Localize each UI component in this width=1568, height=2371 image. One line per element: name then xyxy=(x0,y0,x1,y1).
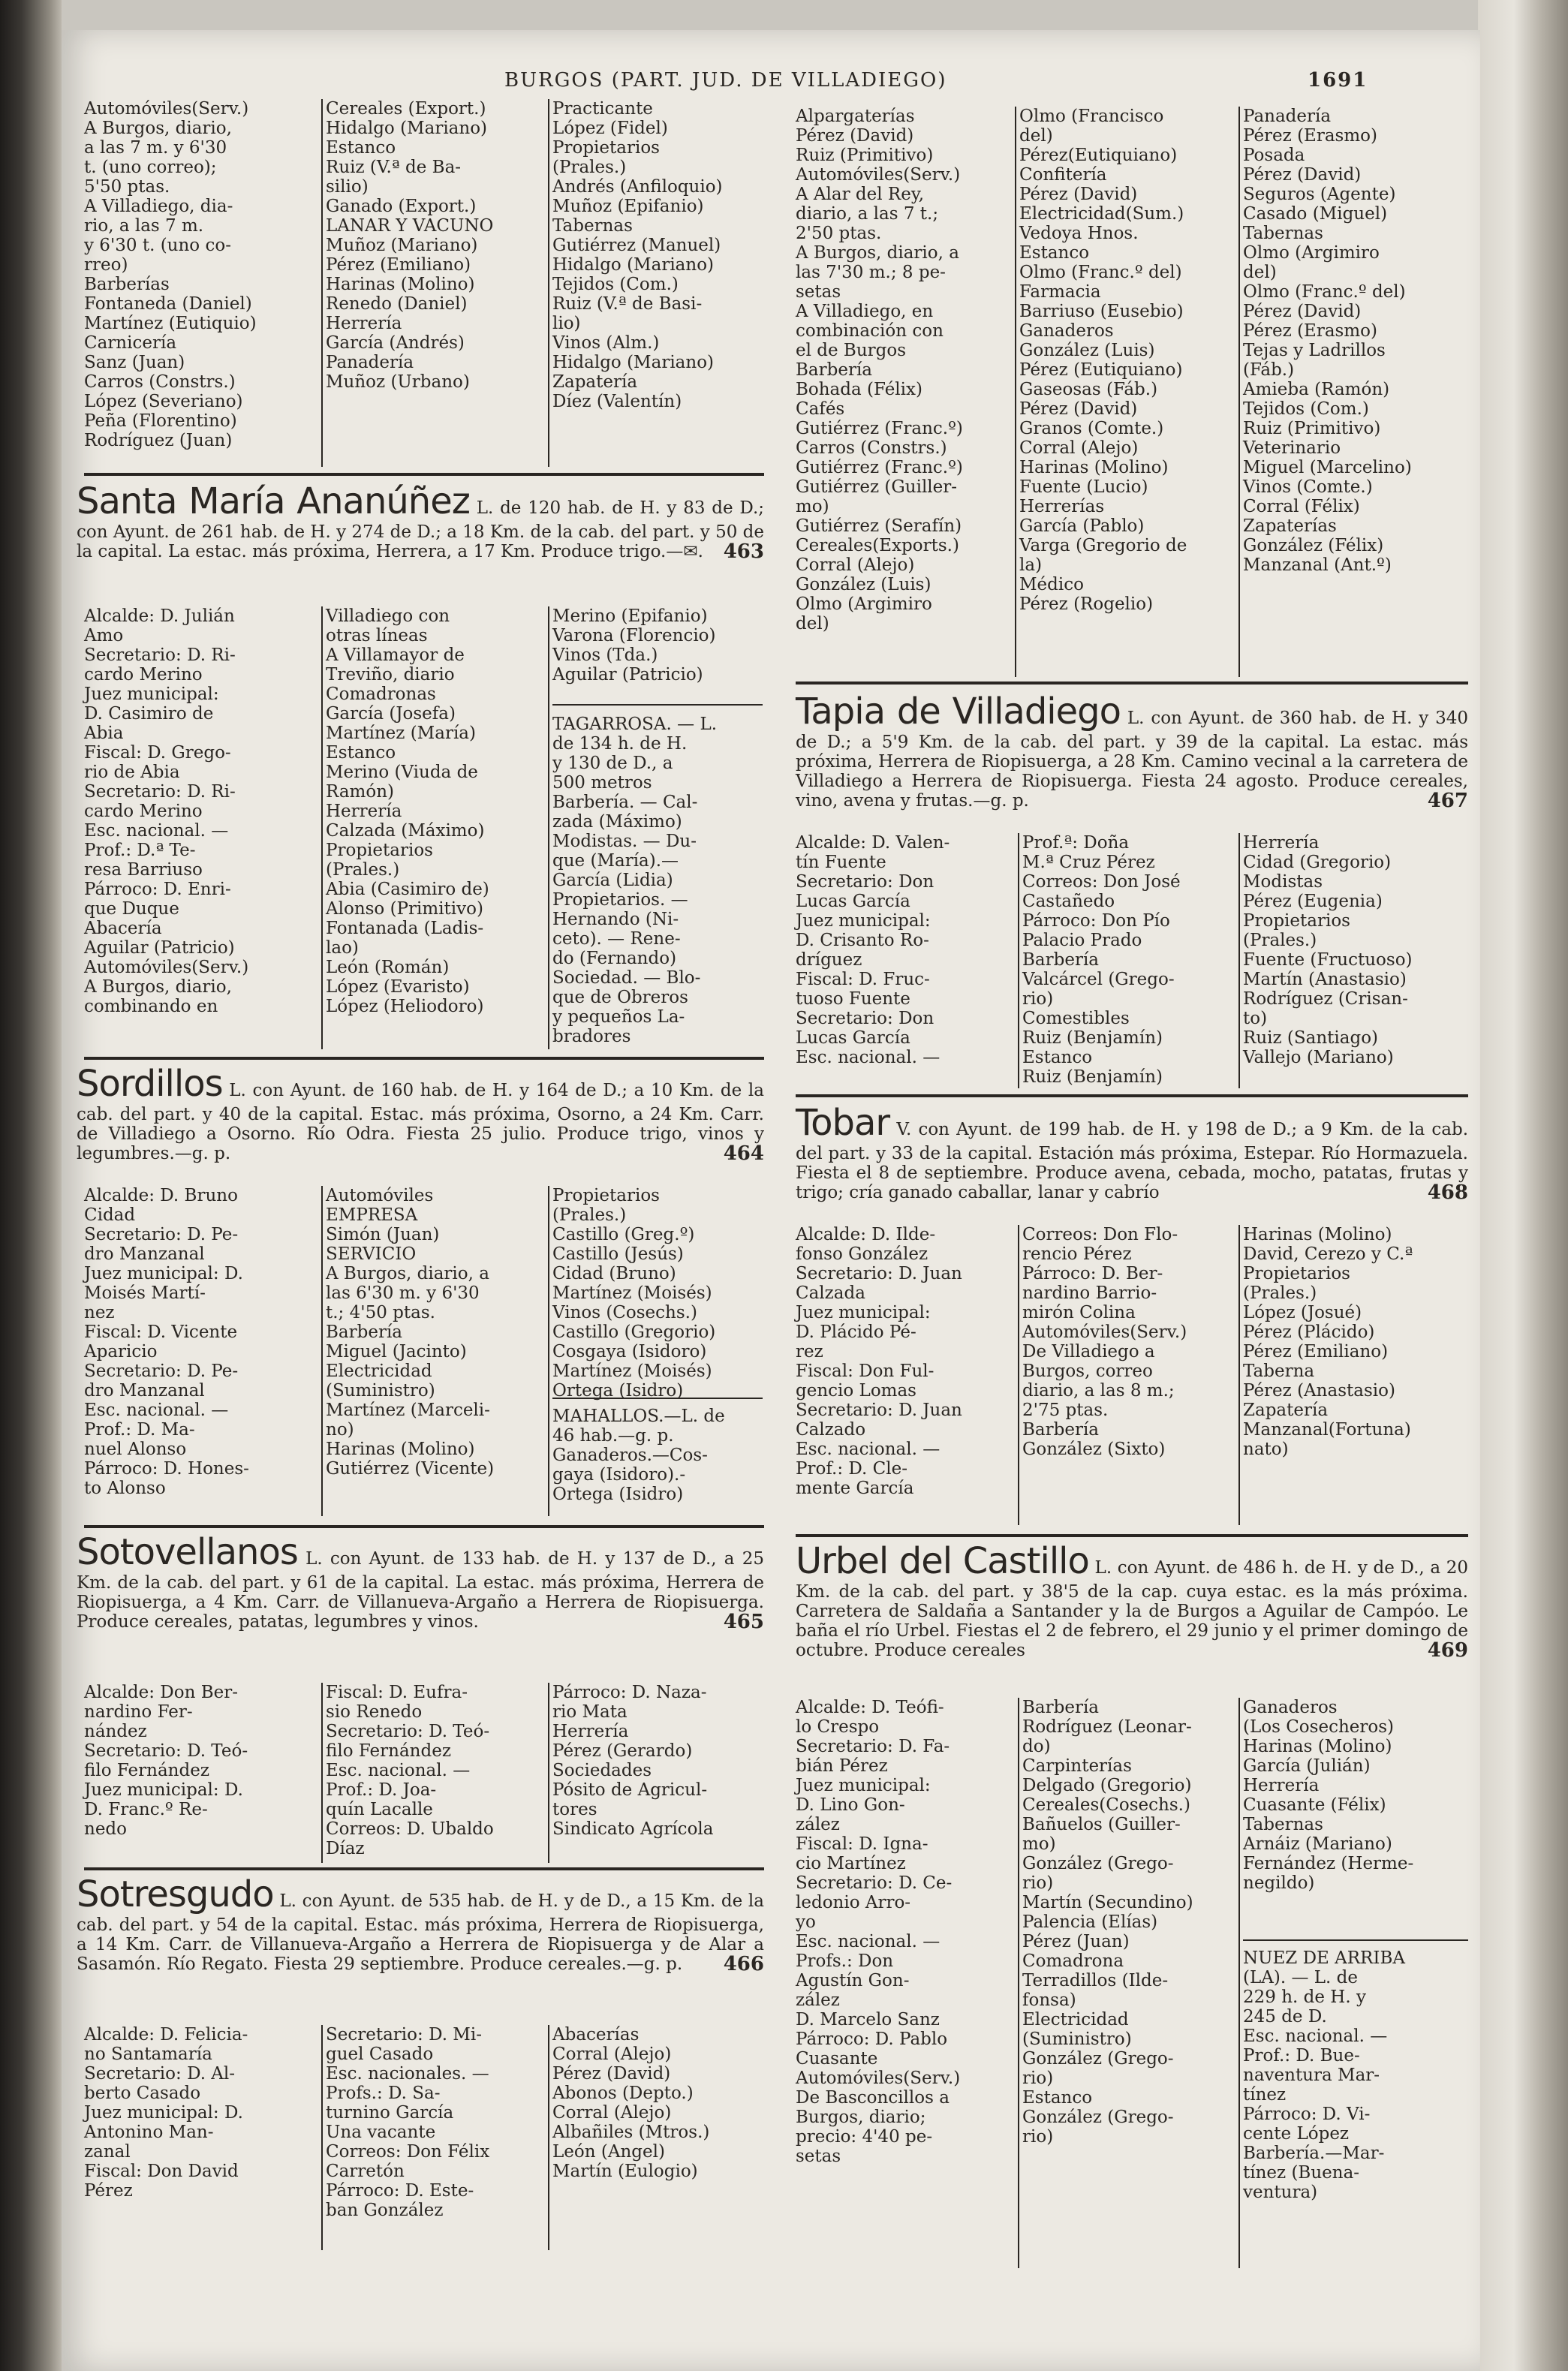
divider xyxy=(1238,833,1240,1088)
sotresgudo-col-3: Abacerías Corral (Alejo) Pérez (David) Abonos (Depto.) Corral (Alejo) Albañiles (Mtros.) León (Angel) Martín (Eulogio) xyxy=(552,2025,710,2181)
town-name: Tapia de Villadiego xyxy=(796,691,1121,733)
top-col-3: Practicante López (Fidel) Propietarios (Prales.) Andrés (Anfiloquio) Muñoz (Epifanio) Tabernas Gutiérrez (Manuel) Hidalgo (Mariano) Tejidos (Com.) Ruiz (V.ª de Basi- lio) Vinos (Alm.) Hidalgo (Mariano) Zapatería Díez (Valentín) xyxy=(552,99,723,411)
divider xyxy=(1238,1225,1240,1525)
entry-sotresgudo xyxy=(77,1873,764,1974)
divider xyxy=(321,1186,323,1516)
sub-rule xyxy=(1243,1939,1468,1941)
sotovellanos-col-3: Párroco: D. Naza- rio Mata Herrería Pérez (Gerardo) Sociedades Pósito de Agricul- tores Sindicato Agrícola xyxy=(552,1683,714,1839)
top-col-5: Olmo (Francisco del) Pérez(Eutiquiano) Confitería Pérez (David) Electricidad(Sum.) Vedoya Hnos. Estanco Olmo (Franc.º del) Farmacia Barriuso (Eusebio) Ganaderos González (Luis) Pérez (Eutiquiano) Gaseosas (Fáb.) Pérez (David) Granos (Comte.) Corral (Alejo) Harinas (Molino) Fuente (Lucio) Herrerías García (Pablo) Varga (Gregorio de la) Médico Pérez (Rogelio) xyxy=(1019,107,1187,614)
entry-sordillos xyxy=(77,1063,764,1163)
tapia-col-2: Prof.ª: Doña M.ª Cruz Pérez Correos: Don José Castañedo Párroco: Don Pío Palacio Prado Barbería Valcárcel (Grego- rio) Comestibles Ruiz (Benjamín) Estanco Ruiz (Benjamín) xyxy=(1022,833,1181,1087)
town-name: Sotovellanos xyxy=(77,1531,298,1573)
divider xyxy=(548,606,549,1049)
santa-col-3: Merino (Epifanio) Varona (Florencio) Vinos (Tda.) Aguilar (Patricio) xyxy=(552,606,716,685)
town-intro: L. con Ayunt. de 486 h. de H. y de D., a 20 Km. de la cab. del part. y 38'5 de la cap. cuya estac. es la más próxima. Carretera de Saldaña a Santander y la de Burgos a Aguilar de Campóo. Le baña el río Urbel. Fiestas el 2 de febrero, el 29 junio y el primer domingo de octubre. Produce cereales xyxy=(796,1558,1469,1660)
divider xyxy=(548,1683,549,1863)
section-rule xyxy=(84,1525,764,1528)
urbel-subentry-nuez-de-arriba: NUEZ DE ARRIBA (LA). — L. de 229 h. de H. y 245 de D. Esc. nacional. — Prof.: D. Bue- naventura Mar- tínez Párroco: D. Vi- cente López Barbería.—Mar- tínez (Buena- ventura) xyxy=(1243,1948,1405,2202)
divider xyxy=(1238,1698,1240,2268)
divider xyxy=(321,1683,323,1863)
top-col-1: Automóviles(Serv.) A Burgos, diario, a las 7 m. y 6'30 t. (uno correo); 5'50 ptas. A Villadiego, dia- rio, a las 7 m. y 6'30 t. (uno co- rreo) Barberías Fontaneda (Daniel) Martínez (Eutiquio) Carnicería Sanz (Juan) Carros (Constrs.) López (Severiano) Peña (Florentino) Rodríguez (Juan) xyxy=(84,99,257,450)
sub-rule xyxy=(552,704,763,706)
divider xyxy=(1018,833,1019,1088)
divider xyxy=(1015,107,1016,677)
divider xyxy=(321,2025,323,2250)
divider xyxy=(321,99,323,467)
entry-number: 464 xyxy=(723,1142,764,1165)
section-rule xyxy=(84,473,764,476)
directory-page xyxy=(62,30,1480,2371)
entry-number: 463 xyxy=(723,540,764,563)
entry-tobar xyxy=(796,1102,1468,1202)
book-page-edges-right xyxy=(1478,0,1568,2371)
town-name: Sordillos xyxy=(77,1063,223,1105)
running-head: BURGOS (PART. JUD. DE VILLADIEGO) xyxy=(504,69,947,92)
sordillos-col-2: Automóviles EMPRESA Simón (Juan) SERVICIO A Burgos, diario, a las 6'30 m. y 6'30 t.; 4'50 ptas. Barbería Miguel (Jacinto) Electricidad (Suministro) Martínez (Marceli- no) Harinas (Molino) Gutiérrez (Vicente) xyxy=(326,1186,495,1479)
divider xyxy=(1018,1225,1019,1525)
santa-subentry-tagarrosa: TAGARROSA. — L. de 134 h. de H. y 130 de D., a 500 metros Barbería. — Cal- zada (Máximo) Modistas. — Du- que (María).— García (Lidia) Propietarios. — Hernando (Ni- ceto). — Rene- do (Fernando) Sociedad. — Blo- que de Obreros y pequeños La- bradores xyxy=(552,715,718,1046)
section-rule xyxy=(796,1094,1468,1097)
town-intro: L. con Ayunt. de 360 hab. de H. y 340 de D.; a 5'9 Km. de la cab. del part. y 39 de la capital. La estac. más próxima, Herrera de Riopisuerga, a 28 Km. Camino vecinal a la carretera de Villadiego a Herrera de Riopisuerga. Fiesta 24 agosto. Produce cereales, vino, avena y frutas.—g. p. xyxy=(796,709,1468,811)
divider xyxy=(548,99,549,467)
entry-number: 465 xyxy=(723,1611,764,1633)
sotresgudo-col-2: Secretario: D. Mi- guel Casado Esc. nacionales. — Profs.: D. Sa- turnino García Una vacante Correos: Don Félix Carretón Párroco: D. Este- ban González xyxy=(326,2025,490,2220)
tapia-col-1: Alcalde: D. Valen- tín Fuente Secretario: Don Lucas García Juez municipal: D. Crisanto Ro- dríguez Fiscal: D. Fruc- tuoso Fuente Secretario: Don Lucas García Esc. nacional. — xyxy=(796,833,950,1067)
urbel-col-1: Alcalde: D. Teófi- lo Crespo Secretario: D. Fa- bián Pérez Juez municipal: D. Lino Gon- zález Fiscal: D. Igna- cio Martínez Secretario: D. Ce- ledonio Arro- yo Esc. nacional. — Profs.: Don Agustín Gon- zález D. Marcelo Sanz Párroco: D. Pablo Cuasante Automóviles(Serv.) De Basconcillos a Burgos, diario; precio: 4'40 pe- setas xyxy=(796,1698,961,2166)
entry-tapia-de-villadiego xyxy=(796,691,1468,811)
top-col-6: Panadería Pérez (Erasmo) Posada Pérez (David) Seguros (Agente) Casado (Miguel) Tabernas Olmo (Argimiro del) Olmo (Franc.º del) Pérez (David) Pérez (Erasmo) Tejas y Ladrillos (Fáb.) Amieba (Ramón) Tejidos (Com.) Ruiz (Primitivo) Veterinario Miguel (Marcelino) Vinos (Comte.) Corral (Félix) Zapaterías González (Félix) Manzanal (Ant.º) xyxy=(1243,107,1412,575)
tobar-col-3: Harinas (Molino) David, Cerezo y C.ª Propietarios (Prales.) López (Josué) Pérez (Plácido) Pérez (Emiliano) Taberna Pérez (Anastasio) Zapatería Manzanal(Fortuna) nato) xyxy=(1243,1225,1413,1459)
section-rule xyxy=(796,682,1468,685)
book-binding-left xyxy=(0,0,62,2371)
sordillos-col-1: Alcalde: D. Bruno Cidad Secretario: D. Pe- dro Manzanal Juez municipal: D. Moisés Martí- nez Fiscal: D. Vicente Aparicio Secretario: D. Pe- dro Manzanal Esc. nacional. — Prof.: D. Ma- nuel Alonso Párroco: D. Hones- to Alonso xyxy=(84,1186,249,1498)
entry-number: 467 xyxy=(1427,790,1468,812)
top-col-4: Alpargaterías Pérez (David) Ruiz (Primitivo) Automóviles(Serv.) A Alar del Rey, diario, a las 7 t.; 2'50 ptas. A Burgos, diario, a las 7'30 m.; 8 pe- setas A Villadiego, en combinación con el de Burgos Barbería Bohada (Félix) Cafés Gutiérrez (Franc.º) Carros (Constrs.) Gutiérrez (Franc.º) Gutiérrez (Guiller- mo) Gutiérrez (Serafín) Cereales(Exports.) Corral (Alejo) González (Luis) Olmo (Argimiro del) xyxy=(796,107,963,633)
page-number: 1691 xyxy=(1308,69,1368,92)
town-intro: L. con Ayunt. de 160 hab. de H. y 164 de D.; a 10 Km. de la cab. del part. y 40 de la capital. Estac. más próxima, Osorno, a 24 Km. Carr. de Villadiego a Osorno. Río Odra. Fiesta 25 julio. Produce trigo, vinos y legumbres.—g. p. xyxy=(77,1081,765,1163)
town-intro: L. con Ayunt. de 535 hab. de H. y de D., a 15 Km. de la cab. del part. y 54 de la capital. Estac. más próxima, Herrera de Riopisuerga, a 14 Km. Carr. de Villanueva-Argaño a Herrera de Riopisuerga y de Alar a Sasamón. Río Regato. Fiesta 29 septiembre. Produce cereales.—g. p. xyxy=(77,1891,764,1974)
entry-urbel-del-castillo xyxy=(796,1540,1468,1660)
sotresgudo-col-1: Alcalde: D. Felicia- no Santamaría Secretario: D. Al- berto Casado Juez municipal: D. Antonino Man- zanal Fiscal: Don David Pérez xyxy=(84,2025,248,2201)
divider xyxy=(321,606,323,1049)
tobar-col-2: Correos: Don Flo- rencio Pérez Párroco: D. Ber- nardino Barrio- mirón Colina Automóviles(Serv.) De Villadiego a Burgos, correo diario, a las 8 m.; 2'75 ptas. Barbería González (Sixto) xyxy=(1022,1225,1187,1459)
town-intro: L. de 120 hab. de H. y 83 de D.; con Ayunt. de 261 hab. de H. y 274 de D.; a 18 Km. de la cab. del part. y 50 de la capital. La estac. más próxima, Herrera, a 17 Km. Produce trigo.—✉. xyxy=(77,498,765,561)
urbel-col-3: Ganaderos (Los Cosecheros) Harinas (Molino) García (Julián) Herrería Cuasante (Félix) Tabernas Arnáiz (Mariano) Fernández (Herme- negildo) xyxy=(1243,1698,1414,1893)
town-intro: L. con Ayunt. de 133 hab. de H. y 137 de D., a 25 Km. de la cab. del part. y 61 de la capital. La estac. más próxima, Herrera de Riopisuerga, a 4 Km. Carr. de Villanueva-Argaño a Herrera de Riopisuerga. Produce cereales, patatas, legumbres y vinos. xyxy=(77,1549,765,1632)
sordillos-subentry-mahallos: MAHALLOS.—L. de 46 hab.—g. p. Ganaderos.—Cos- gaya (Isidoro).- Ortega (Isidro) xyxy=(552,1407,725,1504)
town-intro: V. con Ayunt. de 199 hab. de H. y 198 de D.; a 9 Km. de la cab. del part. y 33 de la capital. Estación más próxima, Estepar. Río Hormazuela. Fiesta el 8 de septiembre. Produce avena, cebada, mocho, patatas, frutas y trigo; cría ganado caballar, lanar y cabrío xyxy=(796,1120,1469,1202)
entry-number: 469 xyxy=(1427,1639,1468,1662)
santa-col-2: Villadiego con otras líneas A Villamayor de Treviño, diario Comadronas García (Josefa) Martínez (María) Estanco Merino (Viuda de Ramón) Herrería Calzada (Máximo) Propietarios (Prales.) Abia (Casimiro de) Alonso (Primitivo) Fontanada (Ladis- lao) León (Román) López (Evaristo) López (Heliodoro) xyxy=(326,606,489,1016)
section-rule xyxy=(796,1534,1468,1537)
top-col-2: Cereales (Export.) Hidalgo (Mariano) Estanco Ruiz (V.ª de Ba- silio) Ganado (Export.) LANAR Y VACUNO Muñoz (Mariano) Pérez (Emiliano) Harinas (Molino) Renedo (Daniel) Herrería García (Andrés) Panadería Muñoz (Urbano) xyxy=(326,99,494,392)
entry-santa-maria-ananunez xyxy=(77,480,764,561)
tapia-col-3: Herrería Cidad (Gregorio) Modistas Pérez (Eugenia) Propietarios (Prales.) Fuente (Fructuoso) Martín (Anastasio) Rodríguez (Crisan- to) Ruiz (Santiago) Vallejo (Mariano) xyxy=(1243,833,1413,1067)
sotovellanos-col-2: Fiscal: D. Eufra- sio Renedo Secretario: D. Teó- filo Fernández Esc. nacional. — Prof.: D. Joa- quín Lacalle Correos: D. Ubaldo Díaz xyxy=(326,1683,494,1858)
entry-number: 466 xyxy=(723,1953,764,1975)
section-rule xyxy=(84,1057,764,1060)
town-name: Sotresgudo xyxy=(77,1873,274,1915)
entry-sotovellanos xyxy=(77,1531,764,1632)
section-rule xyxy=(84,1867,764,1870)
town-name: Tobar xyxy=(796,1102,890,1144)
divider xyxy=(1238,107,1240,677)
sotovellanos-col-1: Alcalde: Don Ber- nardino Fer- nández Secretario: D. Teó- filo Fernández Juez municipal: D. D. Franc.º Re- nedo xyxy=(84,1683,248,1839)
sordillos-col-3: Propietarios (Prales.) Castillo (Greg.º) Castillo (Jesús) Cidad (Bruno) Martínez (Moisés) Vinos (Cosechs.) Castillo (Gregorio) Cosgaya (Isidoro) Martínez (Moisés) Ortega (Isidro) xyxy=(552,1186,716,1401)
urbel-col-2: Barbería Rodríguez (Leonar- do) Carpinterías Delgado (Gregorio) Cereales(Cosechs.) Bañuelos (Guiller- mo) González (Grego- rio) Martín (Secundino) Palencia (Elías) Pérez (Juan) Comadrona Terradillos (Ilde- fonsa) Electricidad (Suministro) González (Grego- rio) Estanco González (Grego- rio) xyxy=(1022,1698,1193,2147)
divider xyxy=(548,2025,549,2250)
town-name: Santa María Ananúñez xyxy=(77,480,470,522)
town-name: Urbel del Castillo xyxy=(796,1540,1089,1582)
tobar-col-1: Alcalde: D. Ilde- fonso González Secretario: D. Juan Calzada Juez municipal: D. Plácido Pé- rez Fiscal: Don Ful- gencio Lomas Secretario: D. Juan Calzado Esc. nacional. — Prof.: D. Cle- mente García xyxy=(796,1225,962,1498)
divider xyxy=(1018,1698,1019,2268)
sub-rule xyxy=(552,1398,763,1399)
divider xyxy=(548,1186,549,1516)
santa-col-1: Alcalde: D. Julián Amo Secretario: D. Ri- cardo Merino Juez municipal: D. Casimiro de Abia Fiscal: D. Grego- rio de Abia Secretario: D. Ri- cardo Merino Esc. nacional. — Prof.: D.ª Te- resa Barriuso Párroco: D. Enri- que Duque Abacería Aguilar (Patricio) Automóviles(Serv.) A Burgos, diario, combinando en xyxy=(84,606,249,1016)
page-header xyxy=(62,69,1480,99)
entry-number: 468 xyxy=(1427,1181,1468,1204)
